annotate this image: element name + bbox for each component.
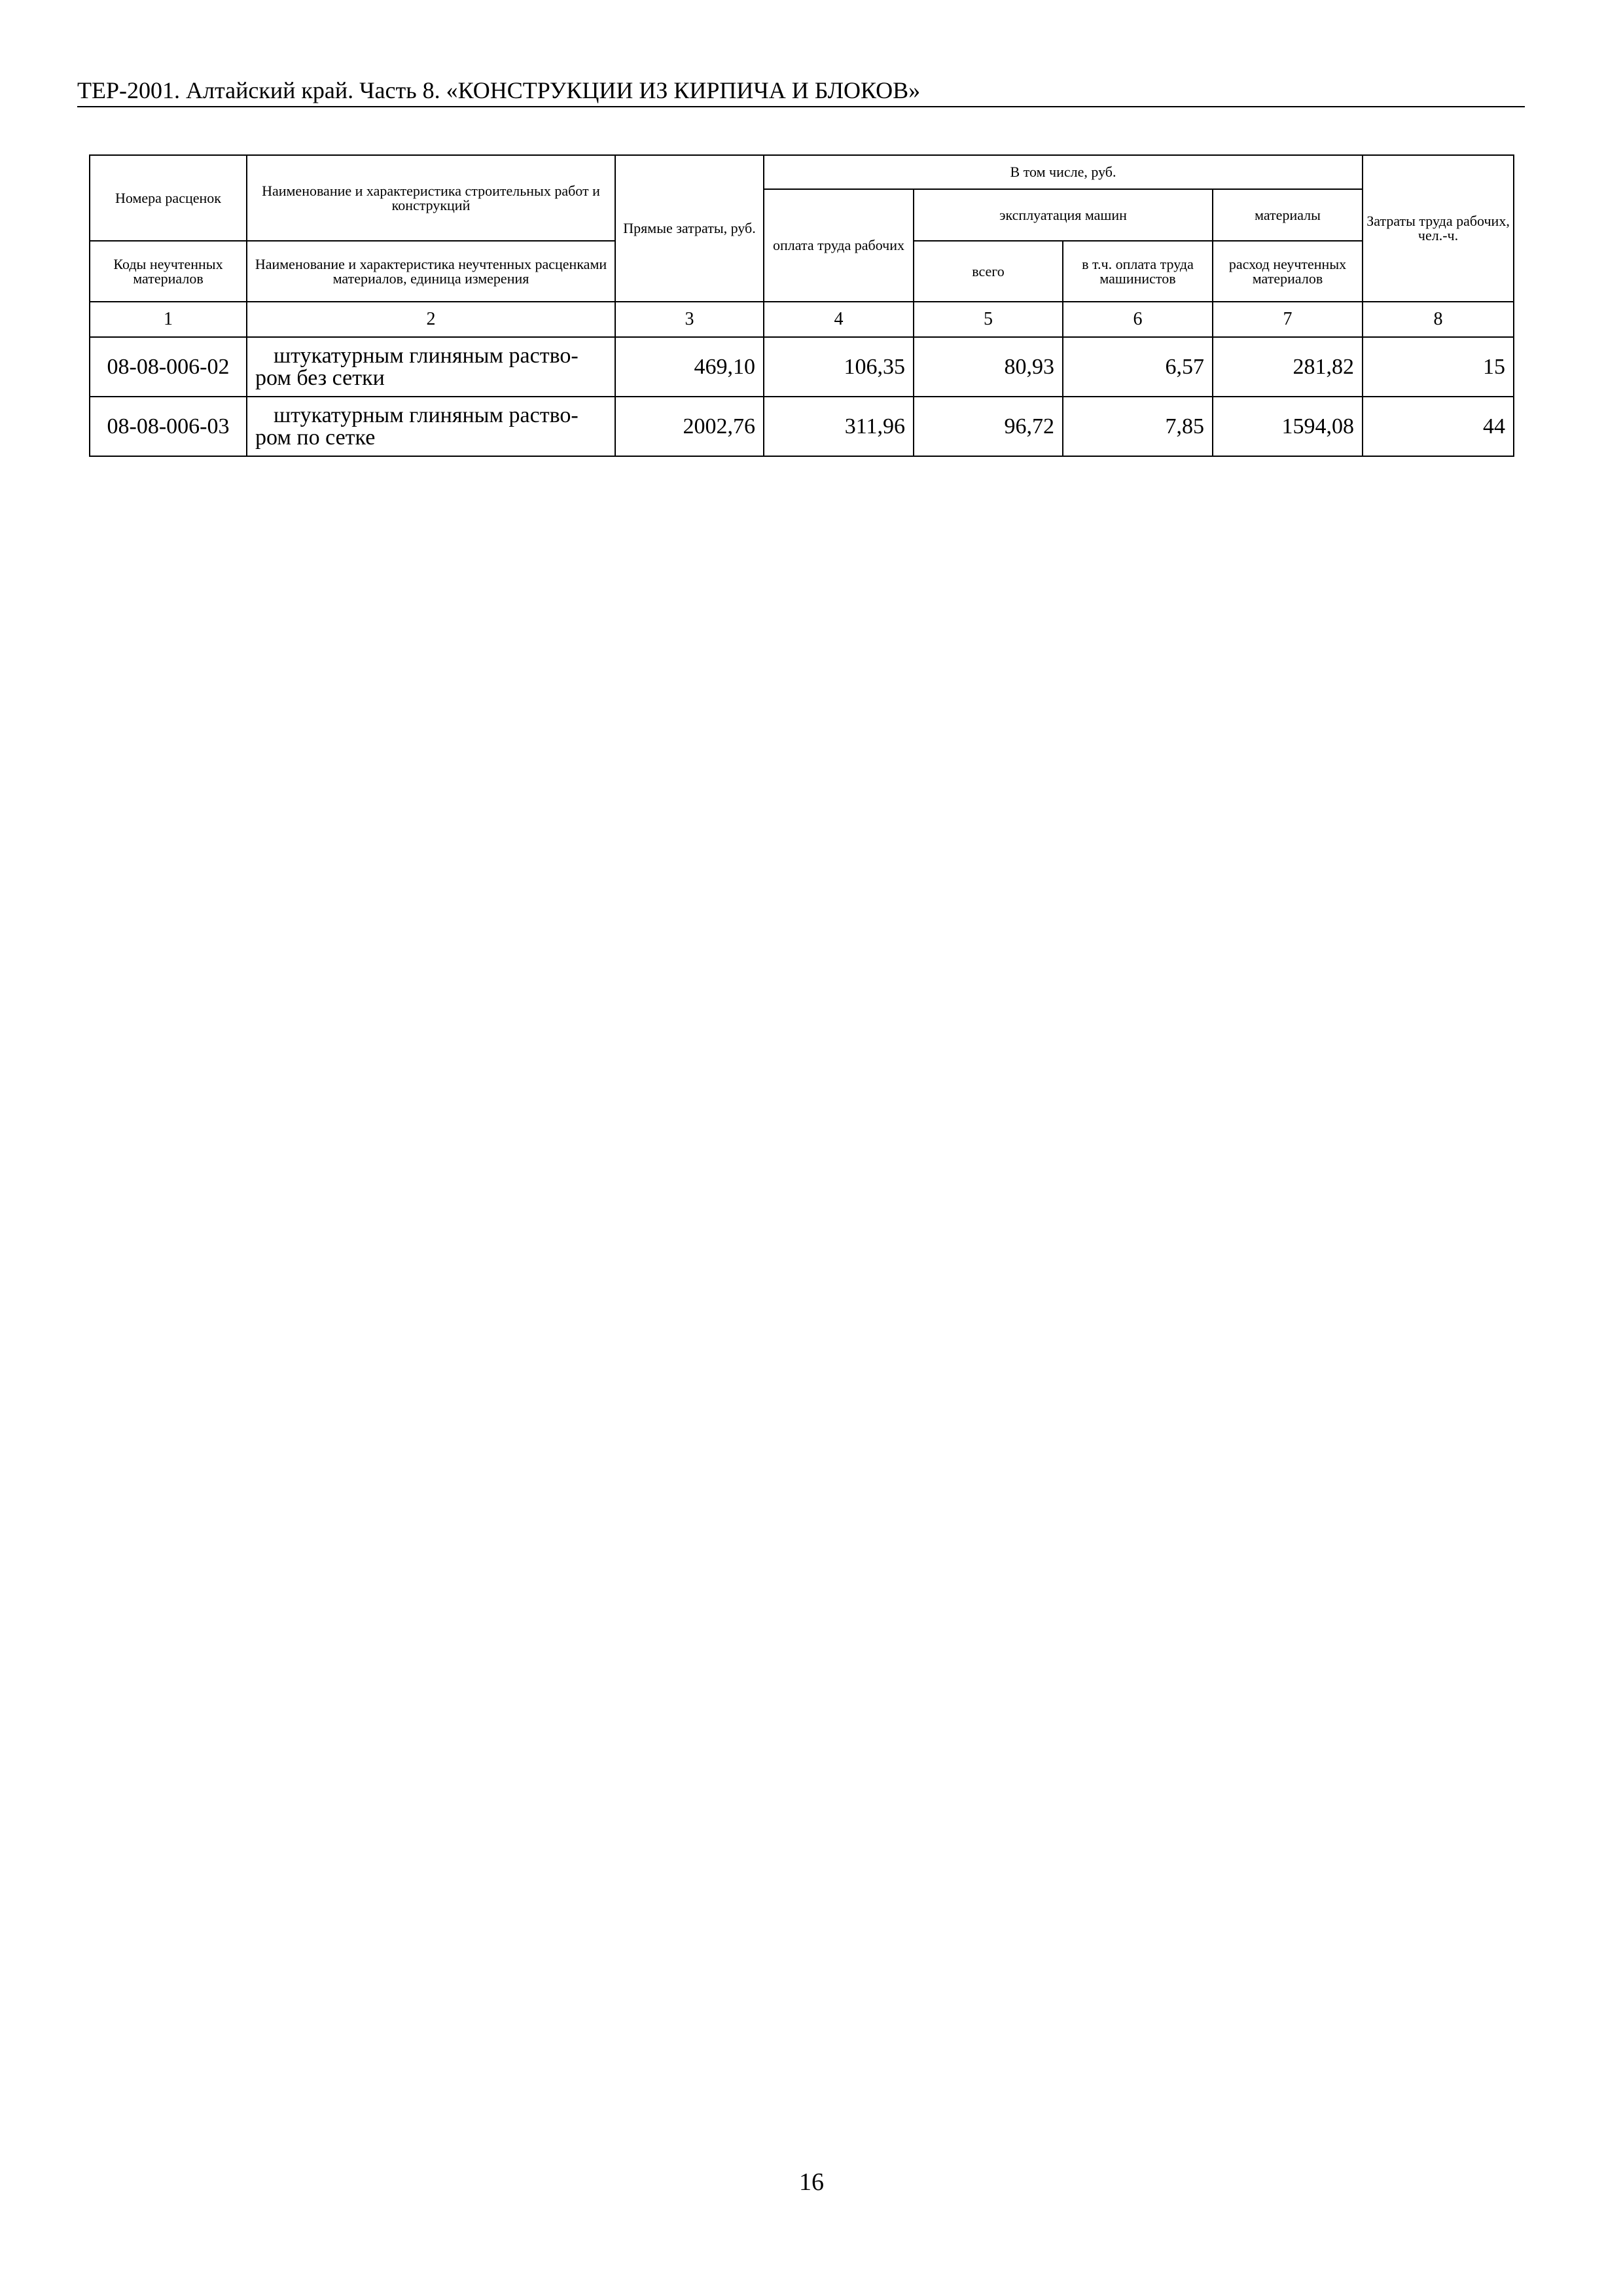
work-description	[247, 337, 615, 397]
header-unaccounted-materials: расход неучтенных материалов	[1213, 241, 1363, 302]
column-number: 4	[764, 302, 914, 337]
machinist-pay-value: 7,85	[1063, 397, 1213, 456]
column-number: 8	[1363, 302, 1514, 337]
direct-costs-value: 2002,76	[615, 397, 764, 456]
header-direct-costs: Прямые затраты, руб.	[615, 155, 764, 302]
column-number: 6	[1063, 302, 1213, 337]
column-number: 3	[615, 302, 764, 337]
header-worker-pay: оплата труда рабочих	[764, 189, 914, 302]
column-number: 7	[1213, 302, 1363, 337]
work-description-line: ром по сетке	[255, 425, 376, 450]
rate-code: 08-08-006-03	[90, 397, 247, 456]
work-description-line: штукатурным глиняным раство-	[274, 403, 579, 427]
table-row	[90, 397, 1514, 456]
labor-hours-value: 15	[1363, 337, 1514, 397]
worker-pay-value: 106,35	[764, 337, 914, 397]
page-header	[77, 73, 1525, 107]
header-materials: материалы	[1213, 189, 1363, 241]
direct-costs-value: 469,10	[615, 337, 764, 397]
worker-pay-value: 311,96	[764, 397, 914, 456]
header-labor-costs: Затраты труда рабочих, чел.-ч.	[1363, 155, 1514, 302]
work-description	[247, 397, 615, 456]
materials-value: 281,82	[1213, 337, 1363, 397]
column-number: 2	[247, 302, 615, 337]
column-number: 1	[90, 302, 247, 337]
header-material-name: Наименование и характеристика неучтенных расценками материалов, единица измерения	[247, 241, 615, 302]
materials-value: 1594,08	[1213, 397, 1363, 456]
header-including: В том числе, руб.	[764, 155, 1363, 189]
machines-total-value: 96,72	[914, 397, 1063, 456]
machinist-pay-value: 6,57	[1063, 337, 1213, 397]
document-title: ТЕР-2001. Алтайский край. Часть 8. «КОНСТРУКЦИИ ИЗ КИРПИЧА И БЛОКОВ»	[77, 77, 921, 103]
machines-total-value: 80,93	[914, 337, 1063, 397]
header-work-name: Наименование и характеристика строительных работ и конструкций	[247, 155, 615, 241]
page-number: 16	[799, 2168, 824, 2196]
labor-hours-value: 44	[1363, 397, 1514, 456]
rate-code: 08-08-006-02	[90, 337, 247, 397]
header-machinist-pay: в т.ч. оплата труда машинистов	[1063, 241, 1213, 302]
header-rate-numbers: Номера расценок	[90, 155, 247, 241]
work-description-line: ром без сетки	[255, 365, 385, 390]
table-row	[90, 337, 1514, 397]
header-material-codes: Коды неучтенных материалов	[90, 241, 247, 302]
header-machines-total: всего	[914, 241, 1063, 302]
rates-table	[89, 154, 1514, 457]
header-machine-operation: эксплуатация машин	[914, 189, 1213, 241]
header-row-1	[90, 155, 1514, 189]
column-number: 5	[914, 302, 1063, 337]
work-description-line: штукатурным глиняным раство-	[274, 343, 579, 368]
column-number-row	[90, 302, 1514, 337]
